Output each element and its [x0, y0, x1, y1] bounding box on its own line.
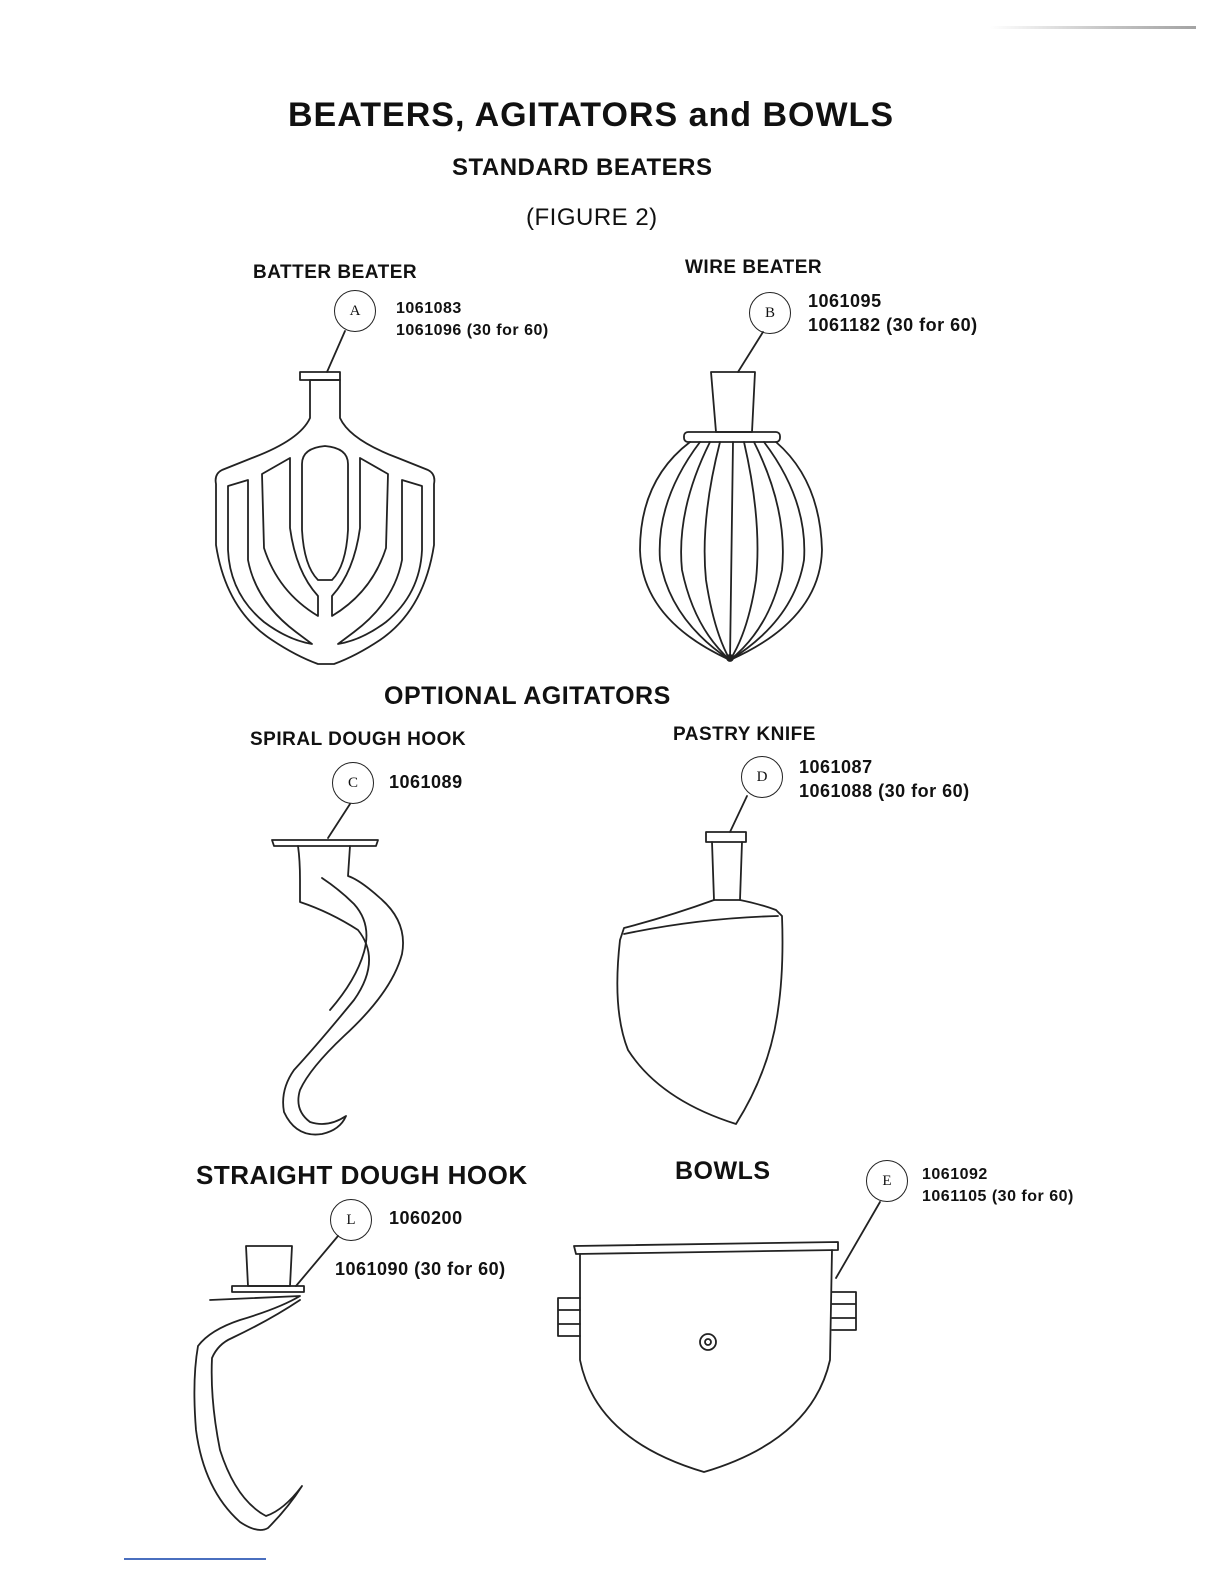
leader-line-b: [738, 332, 763, 372]
straight-hook-body: [194, 1296, 302, 1530]
wire-beater-wire-5: [730, 442, 758, 660]
pastry-knife-shaft: [712, 842, 742, 900]
pastry-knife-label: PASTRY KNIFE: [673, 724, 816, 745]
wire-beater-wire-3: [705, 442, 730, 660]
straight-dough-hook-label: STRAIGHT DOUGH HOOK: [196, 1160, 528, 1190]
wire-beater-part-1: 1061095: [808, 291, 882, 311]
batter-beater-drawing: [216, 331, 435, 664]
wire-beater-wire-2: [681, 442, 730, 660]
straight-hook-neck: [246, 1246, 292, 1286]
callout-c: C: [332, 762, 374, 804]
bowl-rivet-inner: [705, 1339, 711, 1345]
batter-beater-collar: [300, 372, 340, 380]
pastry-knife-drawing: [617, 796, 782, 1124]
leader-line-a: [327, 331, 345, 372]
bowl-drawing: [558, 1202, 880, 1472]
callout-l: L: [330, 1199, 372, 1241]
page-title: BEATERS, AGITATORS and BOWLS: [288, 96, 894, 134]
bottom-rule: [124, 1558, 266, 1560]
spiral-dough-hook-label: SPIRAL DOUGH HOOK: [250, 729, 467, 750]
batter-beater-label: BATTER BEATER: [253, 262, 418, 283]
wire-beater-ring: [684, 432, 780, 442]
bowl-body: [580, 1250, 832, 1472]
wire-beater-tip: [727, 655, 733, 661]
figure-label: (FIGURE 2): [526, 204, 658, 231]
callout-b: B: [749, 292, 791, 334]
batter-beater-opening-inner-left: [262, 458, 318, 616]
section-title-optional-agitators: OPTIONAL AGITATORS: [384, 682, 671, 710]
leader-line-d: [730, 796, 747, 832]
pastry-knife-top-edge: [624, 916, 778, 934]
bowls-part-2: 1061105 (30 for 60): [922, 1188, 1074, 1205]
spiral-hook-flange: [272, 840, 378, 846]
spiral-dough-hook-drawing: [272, 804, 403, 1135]
wire-beater-label: WIRE BEATER: [685, 257, 823, 278]
bowl-left-bracket: [558, 1298, 580, 1336]
straight-dough-hook-part-2: 1061090 (30 for 60): [335, 1259, 506, 1279]
wire-beater-wire-6: [730, 442, 783, 660]
batter-beater-part-2: 1061096 (30 for 60): [396, 322, 549, 339]
section-title-standard-beaters: STANDARD BEATERS: [452, 154, 713, 181]
wire-beater-neck: [711, 372, 755, 432]
spiral-hook-body: [283, 846, 403, 1135]
wire-beater-drawing: [640, 332, 822, 661]
callout-a: A: [334, 290, 376, 332]
batter-beater-part-1: 1061083: [396, 300, 462, 317]
callout-e: E: [866, 1160, 908, 1202]
batter-beater-opening-inner-right: [332, 458, 388, 616]
pastry-knife-part-1: 1061087: [799, 757, 873, 777]
pastry-knife-blade: [617, 900, 782, 1124]
wire-beater-part-2: 1061182 (30 for 60): [808, 315, 978, 335]
leader-line-c: [328, 804, 350, 838]
bowl-rim: [574, 1242, 838, 1254]
leader-line-e: [836, 1202, 880, 1278]
wire-beater-wire-7: [730, 442, 804, 660]
bowls-part-1: 1061092: [922, 1166, 988, 1183]
straight-dough-hook-part-1: 1060200: [389, 1208, 463, 1228]
pastry-knife-part-2: 1061088 (30 for 60): [799, 781, 970, 801]
pastry-knife-collar: [706, 832, 746, 842]
bowl-rivet-outer: [700, 1334, 716, 1350]
wire-beater-wire-1: [660, 442, 730, 660]
batter-beater-center-slot: [302, 446, 348, 580]
leader-line-l: [296, 1236, 338, 1286]
straight-hook-flange: [232, 1286, 304, 1292]
straight-dough-hook-drawing: [194, 1236, 338, 1530]
callout-d: D: [741, 756, 783, 798]
bowls-label: BOWLS: [675, 1157, 771, 1185]
wire-beater-wire-4: [730, 442, 733, 660]
bowl-right-bracket: [832, 1292, 856, 1330]
spiral-dough-hook-part-1: 1061089: [389, 772, 463, 792]
